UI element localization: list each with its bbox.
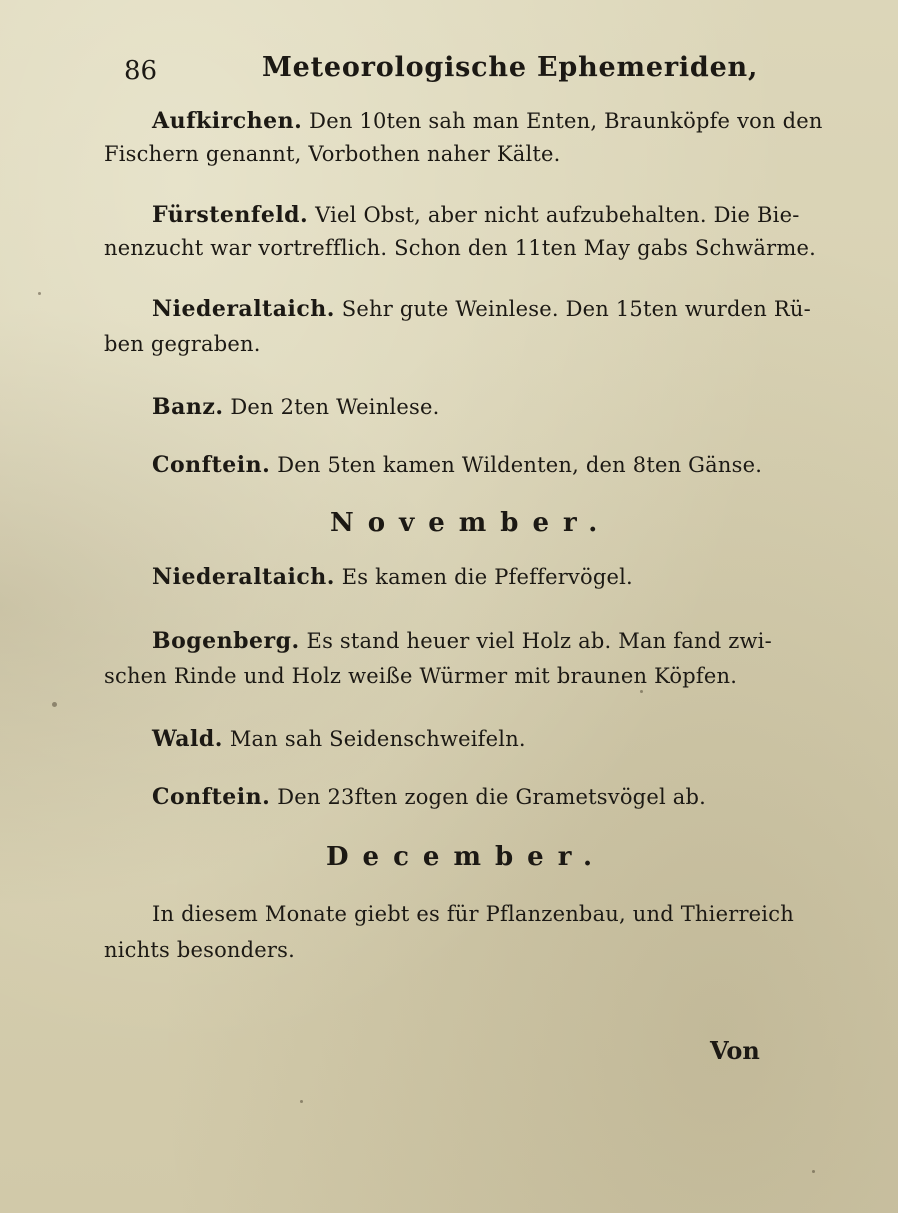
entry-text: Es stand heuer viel Holz ab. Man fand zwi- — [306, 629, 772, 653]
place-name: Conftein. — [152, 452, 271, 478]
paper-speck — [812, 1170, 815, 1173]
entry-line — [152, 204, 800, 226]
entry-text: Den 10ten sah man Enten, Braunköpfe von den — [309, 109, 823, 133]
place-name: Banz. — [152, 394, 224, 420]
place-name: Niederaltaich. — [152, 296, 335, 322]
entry-text: Den 2ten Weinlese. — [230, 395, 440, 419]
place-name: Aufkirchen. — [152, 108, 303, 134]
place-name: Bogenberg. — [152, 628, 300, 654]
entry-line — [152, 454, 762, 476]
paper-speck — [52, 702, 57, 707]
month-heading-november: November. — [330, 508, 612, 538]
entry-text: Den 23ften zogen die Grametsvögel ab. — [277, 785, 706, 809]
entry-text: Sehr gute Weinlese. Den 15ten wurden Rü- — [341, 297, 811, 321]
place-name: Niederaltaich. — [152, 564, 335, 590]
month-heading-december: December. — [326, 842, 607, 872]
entry-line — [152, 630, 772, 652]
entry-line — [152, 566, 633, 588]
entry-line: Fischern genannt, Vorbothen naher Kälte. — [104, 142, 561, 166]
entry-text: Man sah Seidenschweifeln. — [229, 727, 526, 751]
entry-line: nichts besonders. — [104, 938, 295, 962]
entry-text: Viel Obst, aber nicht aufzubehalten. Die Bie- — [315, 203, 800, 227]
entry-line: ben gegraben. — [104, 332, 261, 356]
paper-speck — [38, 292, 41, 295]
paper-speck — [640, 690, 643, 693]
running-head: Meteorologische Ephemeriden, — [262, 52, 759, 83]
entry-line: schen Rinde und Holz weiße Würmer mit braunen Köpfen. — [104, 664, 738, 688]
entry-line — [152, 298, 811, 320]
page-number: 86 — [124, 56, 158, 86]
entry-text: Es kamen die Pfeffervögel. — [341, 565, 633, 589]
place-name: Wald. — [152, 726, 223, 752]
entry-line — [152, 728, 526, 750]
entry-text: Den 5ten kamen Wildenten, den 8ten Gänse. — [277, 453, 763, 477]
entry-line — [152, 396, 439, 418]
entry-line: nenzucht war vortrefflich. Schon den 11ten May gabs Schwärme. — [104, 236, 816, 260]
entry-line — [152, 110, 823, 132]
place-name: Fürstenfeld. — [152, 202, 309, 228]
paper-speck — [300, 1100, 303, 1103]
entry-line: In diesem Monate giebt es für Pflanzenbau, und Thierreich — [152, 902, 794, 926]
catchword: Von — [710, 1036, 760, 1065]
place-name: Conftein. — [152, 784, 271, 810]
entry-line — [152, 786, 706, 808]
